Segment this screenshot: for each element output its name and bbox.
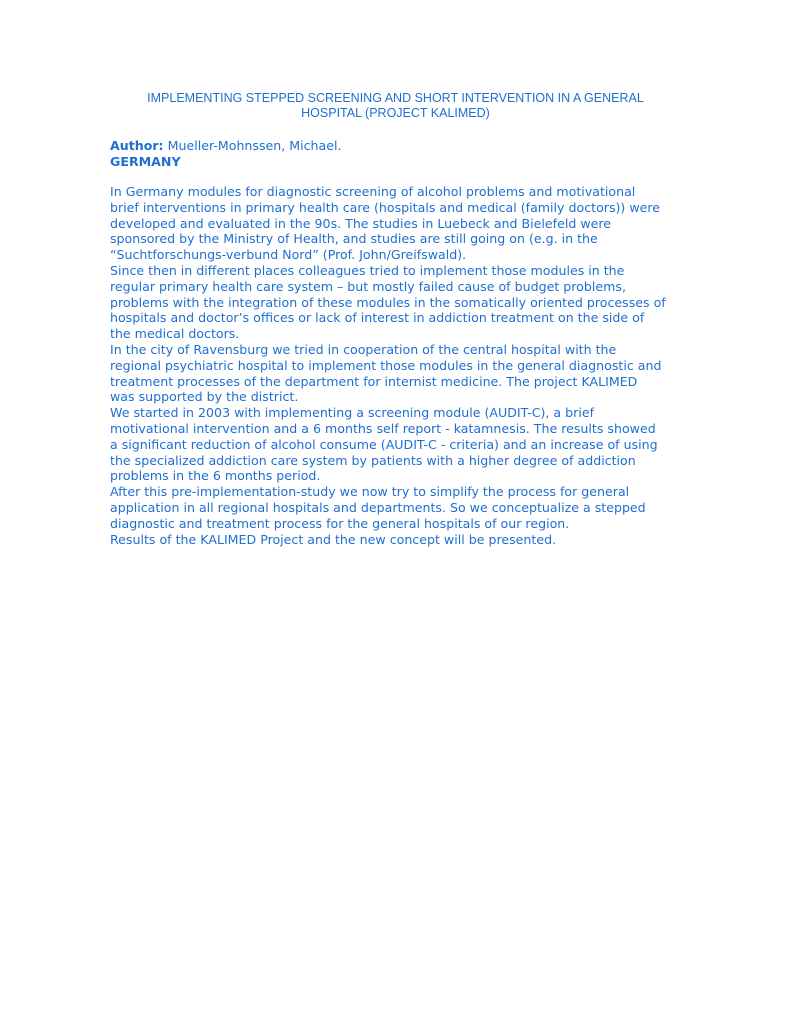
title-line-2: HOSPITAL (PROJECT KALIMED) [301, 106, 490, 120]
body-line: In Germany modules for diagnostic screening of alcohol problems and motivational [110, 184, 636, 199]
author-block [110, 138, 342, 170]
body-line: regional psychiatric hospital to implement those modules in the general diagnostic and [110, 357, 662, 373]
body-line: motivational intervention and a 6 months self report - katamnesis. The results showed [110, 420, 656, 436]
abstract-body [110, 184, 690, 547]
body-line: “Suchtforschungs-verbund Nord” (Prof. John/Greifswald). [110, 247, 467, 263]
body-line: sponsored by the Ministry of Health, and studies are still going on (e.g. in the [110, 231, 598, 247]
body-line: hospitals and doctor’s offices or lack of interest in addiction treatment on the side of [110, 310, 645, 326]
body-line: We started in 2003 with implementing a screening module (AUDIT-C), a brief [110, 405, 595, 421]
body-line: developed and evaluated in the 90s. The studies in Luebeck and Bielefeld were [110, 215, 612, 231]
body-line: After this pre-implementation-study we now try to simplify the process for general [110, 484, 630, 500]
document-title [110, 91, 681, 121]
body-line: diagnostic and treatment process for the general hospitals of our region. [110, 515, 570, 531]
body-line: the medical doctors. [110, 326, 240, 342]
title-line-1: IMPLEMENTING STEPPED SCREENING AND SHORT INTERVENTION IN A GENERAL [147, 91, 644, 105]
body-line: the specialized addiction care system by patients with a higher degree of addiction [110, 452, 636, 468]
author-label: Author: [110, 138, 164, 153]
author-name: Mueller-Mohnssen, Michael. [163, 138, 342, 153]
body-line: problems in the 6 months period. [110, 468, 321, 484]
body-line: Since then in different places colleagues tried to implement those modules in the [110, 262, 625, 278]
author-country: GERMANY [110, 153, 181, 169]
body-line: a significant reduction of alcohol consume (AUDIT-C - criteria) and an increase of using [110, 436, 658, 452]
body-line: regular primary health care system – but mostly failed cause of budget problems, [110, 278, 626, 294]
body-line: problems with the integration of these modules in the somatically oriented processes of [110, 294, 666, 310]
body-line: treatment processes of the department for internist medicine. The project KALIMED [110, 373, 638, 389]
body-line: was supported by the district. [110, 389, 299, 405]
body-line: brief interventions in primary health care (hospitals and medical (family doctors)) were [110, 199, 661, 215]
body-line: In the city of Ravensburg we tried in cooperation of the central hospital with the [110, 341, 617, 357]
body-line: application in all regional hospitals and departments. So we conceptualize a stepped [110, 499, 646, 515]
body-line: Results of the KALIMED Project and the new concept will be presented. [110, 531, 557, 547]
